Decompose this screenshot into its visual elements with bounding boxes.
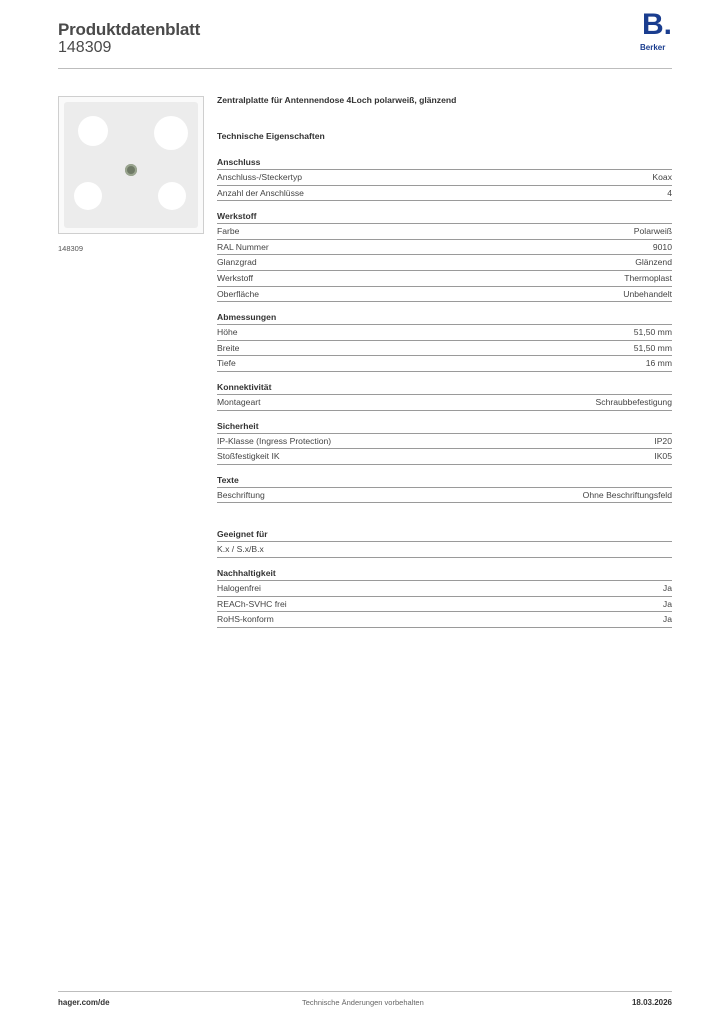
property-value: Ja <box>662 614 672 625</box>
property-row <box>217 580 672 596</box>
property-label: Beschriftung <box>217 489 265 500</box>
section-title: Werkstoff <box>217 211 257 222</box>
property-label: K.x / S.x/B.x <box>217 544 264 555</box>
property-value: Schraubbefestigung <box>595 396 672 407</box>
section-sicherheit <box>217 421 672 465</box>
section-konnektivität <box>217 382 672 411</box>
property-label: Farbe <box>217 226 240 237</box>
property-row <box>217 185 672 202</box>
property-label: Oberfläche <box>217 288 260 299</box>
section-nachhaltigkeit <box>217 568 672 628</box>
property-value: Ja <box>662 598 672 609</box>
hole-bottom-left <box>74 182 102 210</box>
footer-divider <box>58 991 672 992</box>
section-title: Geeignet für <box>217 529 268 540</box>
section-geeignet-für <box>217 529 672 558</box>
berker-logo <box>640 8 680 54</box>
property-row <box>217 340 672 356</box>
property-label: Halogenfrei <box>217 582 261 593</box>
property-row <box>217 394 672 411</box>
property-value: Koax <box>652 172 672 182</box>
property-row <box>217 223 672 239</box>
property-value: Glänzend <box>635 257 672 268</box>
property-label: Breite <box>217 342 240 353</box>
hole-bottom-right <box>158 182 186 210</box>
property-row <box>217 324 672 340</box>
header-divider <box>58 68 672 69</box>
property-value: 9010 <box>652 241 672 252</box>
property-label: REACh-SVHC frei <box>217 598 287 609</box>
property-row <box>217 541 672 558</box>
section-rows <box>217 324 672 372</box>
hole-top-right <box>154 116 188 150</box>
center-screw <box>125 164 137 176</box>
section-title: Abmessungen <box>217 312 277 323</box>
property-label: Tiefe <box>217 358 236 369</box>
logo-letter: B. <box>642 8 672 41</box>
section-rows <box>217 433 672 465</box>
property-row <box>217 448 672 465</box>
property-value: 51,50 mm <box>633 327 672 338</box>
properties-heading: Technische Eigenschaften <box>217 131 325 141</box>
cover-plate <box>64 102 198 228</box>
property-value: Ja <box>662 582 672 593</box>
property-value: Ohne Beschriftungsfeld <box>582 489 672 500</box>
section-abmessungen <box>217 312 672 372</box>
logo-text: Berker <box>640 43 666 52</box>
property-label: Anzahl der Anschlüsse <box>217 187 304 198</box>
property-value: Unbehandelt <box>623 288 672 299</box>
property-value: IP20 <box>654 435 672 446</box>
property-value: 4 <box>667 187 672 198</box>
section-title: Nachhaltigkeit <box>217 567 276 578</box>
section-title: Anschluss <box>217 157 261 167</box>
property-row <box>217 433 672 449</box>
footer-note: Technische Änderungen vorbehalten <box>302 998 424 1007</box>
property-row <box>217 286 672 303</box>
property-label: RoHS-konform <box>217 614 274 625</box>
footer-website[interactable]: hager.com/de <box>58 998 110 1007</box>
product-number: 148309 <box>58 39 112 56</box>
product-image <box>58 96 204 234</box>
property-label: Werkstoff <box>217 272 253 283</box>
property-row <box>217 611 672 628</box>
property-row <box>217 487 672 504</box>
section-rows <box>217 169 672 201</box>
property-label: Höhe <box>217 327 238 338</box>
property-label: IP-Klasse (Ingress Protection) <box>217 435 332 446</box>
section-rows <box>217 394 672 411</box>
section-rows <box>217 223 672 302</box>
property-row <box>217 254 672 270</box>
property-row <box>217 270 672 286</box>
section-rows <box>217 487 672 504</box>
property-value: 16 mm <box>645 358 672 369</box>
property-label: Stoßfestigkeit IK <box>217 451 280 462</box>
section-title: Texte <box>217 474 239 485</box>
section-rows <box>217 541 672 558</box>
property-row <box>217 596 672 612</box>
product-description: Zentralplatte für Antennendose 4Loch polarweiß, glänzend <box>217 95 457 105</box>
footer-date: 18.03.2026 <box>631 998 672 1007</box>
content <box>217 95 672 628</box>
section-anschluss <box>217 157 672 201</box>
property-value: IK05 <box>654 451 672 462</box>
section-rows <box>217 580 672 628</box>
section-werkstoff <box>217 211 672 302</box>
hole-top-left <box>78 116 108 146</box>
property-row <box>217 169 672 185</box>
property-value: Polarweiß <box>633 226 672 237</box>
property-value: Thermoplast <box>624 272 672 283</box>
property-label: Anschluss-/Steckertyp <box>217 172 303 182</box>
property-row <box>217 355 672 372</box>
property-label: RAL Nummer <box>217 241 269 252</box>
property-value: 51,50 mm <box>633 342 672 353</box>
property-label: Montageart <box>217 396 261 407</box>
page-title: Produktdatenblatt <box>58 20 201 39</box>
section-texte <box>217 475 672 504</box>
section-title: Sicherheit <box>217 420 259 431</box>
properties-sections <box>217 157 672 628</box>
image-caption: 148309 <box>58 244 84 253</box>
section-title: Konnektivität <box>217 381 272 392</box>
property-row <box>217 239 672 255</box>
property-label: Glanzgrad <box>217 257 257 268</box>
